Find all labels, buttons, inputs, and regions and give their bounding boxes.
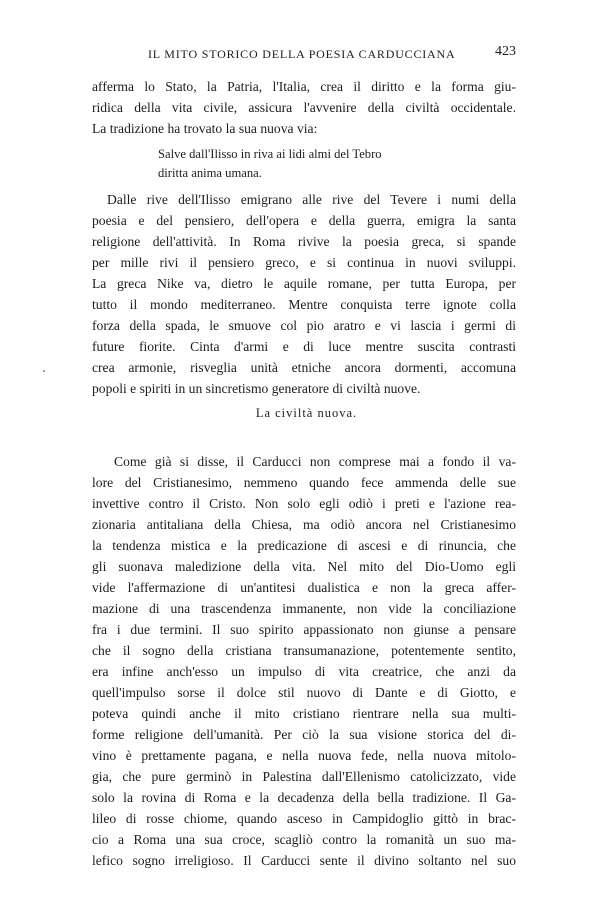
text-line: religione dell'attività. In Roma rivive la poesia greca, si spande [92, 234, 516, 249]
text-line: vide l'affermazione di un'antitesi dualistica e non la greca affer- [92, 580, 516, 595]
running-title: IL MITO STORICO DELLA POESIA CARDUCCIANA [148, 47, 456, 61]
text-line: tutto il mondo mediterraneo. Mentre conquista terre ignote colla [92, 297, 516, 312]
text-line: lore del Cristianesimo, nemmeno quando fece ammenda delle sue [92, 475, 516, 490]
verse-line: Salve dall'Ilisso in riva ai lidi almi del Tebro [158, 147, 382, 161]
text-line: popoli e spiriti in un sincretismo generatore di civiltà nuove. [92, 381, 421, 396]
text-line: forme religione dell'umanità. Per ciò la sua visione storica del di- [92, 727, 516, 742]
text-line: poesia e del pensiero, dell'opera e della guerra, emigra la santa [92, 213, 516, 228]
text-line: fra i due termini. Il suo spirito appassionato non giunse a pensare [92, 622, 516, 637]
text-line: Come già si disse, il Carducci non comprese mai a fondo il va- [114, 454, 516, 469]
text-line: La greca Nike va, dietro le aquile romane, per tutta Europa, per [92, 276, 516, 291]
page-header [92, 46, 516, 64]
text-line: vino è prettamente pagana, e nella nuova fede, nella nuova mitolo- [92, 748, 516, 763]
text-line: gli suonava maledizione della vita. Nel mito del Dio-Uomo egli [92, 559, 516, 574]
text-line: quell'impulso sorse il dolce stil nuovo di Dante e di Giotto, e [92, 685, 516, 700]
text-line: invettive contro il Cristo. Non solo egli odiò i preti e l'azione rea- [92, 496, 516, 511]
text-line: future fiorite. Cinta d'armi e di luce mentre suscita contrasti [92, 339, 516, 354]
text-line: lileo di rosse chiome, quando asceso in Campidoglio gittò in brac- [92, 811, 516, 826]
section-heading: La civiltà nuova. [255, 406, 358, 420]
page-number: 423 [495, 44, 516, 59]
text-line: poteva quindi anche il mito cristiano rientrare nella sua multi- [92, 706, 516, 721]
text-line: era infine anch'esso un impulso di vita creatrice, che anzi da [92, 664, 516, 679]
text-line: ridica della vita civile, assicura l'avvenire della civiltà occidentale. [92, 100, 516, 115]
text-line: lefico sogno irreligioso. Il Carducci sente il divino soltanto nel suo [92, 853, 516, 868]
text-line: per mille rivi il pensiero greco, e si continua in nuovi sviluppi. [92, 255, 516, 270]
text-line: zionaria antitaliana della Chiesa, ma odiò ancora nel Cristianesimo [92, 517, 516, 532]
text-line: mazione di una trascendenza immanente, non vide la conciliazione [92, 601, 516, 616]
text-line: che il sogno della cristiana transumanazione, potentemente sentito, [92, 643, 516, 658]
text-line: Dalle rive dell'Ilisso emigrano alle rive del Tevere i numi della [107, 192, 516, 207]
text-line: forza della spada, le smuove col pio aratro e vi lascia i germi di [92, 318, 516, 333]
verse-line: diritta anima umana. [158, 166, 262, 180]
paper-speck [43, 370, 45, 372]
text-line: gia, che pure germinò in Palestina dall'Ellenismo catolicizzato, vide [92, 769, 516, 784]
text-line: solo la rovina di Roma e la decadenza della bella tradizione. Il Ga- [92, 790, 516, 805]
text-line: afferma lo Stato, la Patria, l'Italia, crea il diritto e la forma giu- [92, 79, 516, 94]
text-line: la tendenza mistica e la predicazione di ascesi e di rinuncia, che [92, 538, 516, 553]
text-line: cio a Roma una sua croce, scagliò contro la romanità un suo ma- [92, 832, 516, 847]
text-line: crea armonie, risveglia unità etniche ancora dormenti, accomuna [92, 360, 516, 375]
text-line: La tradizione ha trovato la sua nuova via: [92, 121, 318, 136]
